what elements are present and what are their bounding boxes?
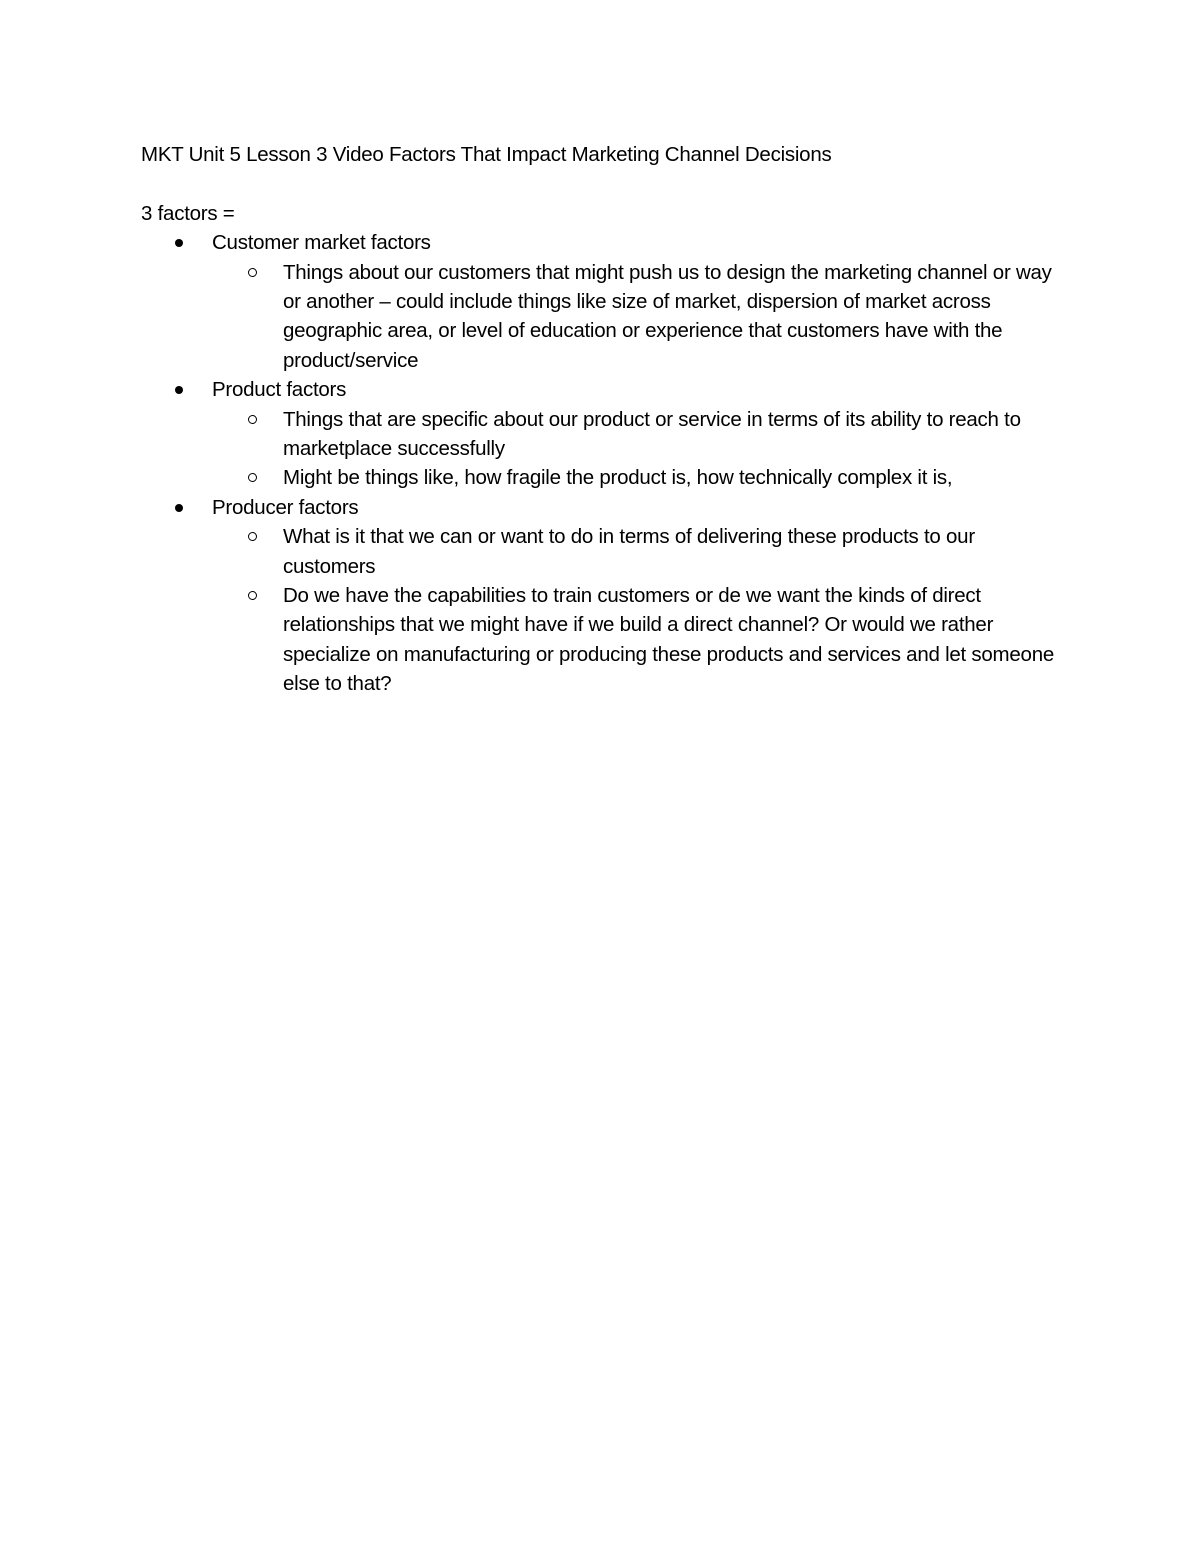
factor-points-list — [212, 258, 1071, 376]
hollow-circle-bullet-icon — [248, 591, 257, 600]
factor-point — [212, 258, 1071, 376]
factor-label: Product factors — [212, 378, 347, 402]
factor-point-text: Things about our customers that might push us to design the marketing channel or way or another – could include things like size of market, dispersion of market across geographic area, or level of education or experience that customers have with the product/service — [283, 260, 1052, 372]
factor-points-list — [212, 405, 1071, 493]
filled-dot-bullet-icon — [175, 239, 183, 247]
document-title: MKT Unit 5 Lesson 3 Video Factors That Impact Marketing Channel Decisions — [141, 143, 832, 166]
factor-point-text: Might be things like, how fragile the product is, how technically complex it is, — [283, 466, 953, 490]
factor-point — [212, 522, 1071, 581]
hollow-circle-bullet-icon — [248, 415, 257, 424]
factor-point-text: Things that are specific about our product or service in terms of its ability to reach to marketplace successfully — [283, 407, 1021, 461]
document-body — [141, 140, 1071, 699]
factor-label: Customer market factors — [212, 231, 431, 255]
filled-dot-bullet-icon — [175, 504, 183, 512]
factor-point — [212, 581, 1071, 699]
factors-list — [141, 228, 1071, 699]
hollow-circle-bullet-icon — [248, 268, 257, 277]
hollow-circle-bullet-icon — [248, 473, 257, 482]
factor-point-text: Do we have the capabilities to train customers or de we want the kinds of direct relationships that we might have if we build a direct channel? Or would we rather specialize on manufacturing or producing these products and services and let someone else to that? — [283, 584, 1054, 696]
factor-point-text: What is it that we can or want to do in terms of delivering these products to our customers — [283, 525, 975, 578]
factor-item-producer — [141, 493, 1071, 699]
filled-dot-bullet-icon — [175, 386, 183, 394]
hollow-circle-bullet-icon — [248, 532, 257, 541]
factor-item-product — [141, 375, 1071, 493]
factor-points-list — [212, 522, 1071, 698]
factor-point — [212, 463, 1071, 492]
factor-label: Producer factors — [212, 495, 359, 519]
factor-item-customer-market — [141, 228, 1071, 375]
factor-point — [212, 405, 1071, 464]
factors-intro: 3 factors = — [141, 201, 235, 225]
